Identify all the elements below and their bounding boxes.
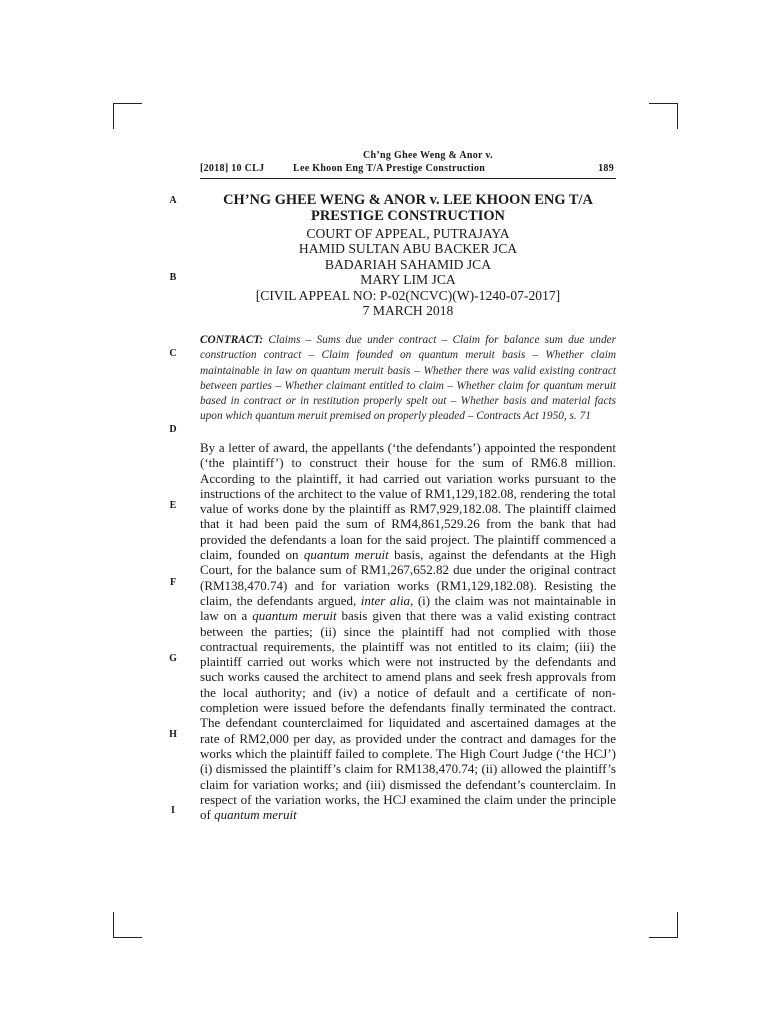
- page-number: 189: [598, 163, 614, 174]
- headnote-text-3: , (i) the claim was not maintainable in law on a: [200, 592, 617, 624]
- crop-mark-top-right-h: [649, 103, 678, 104]
- italic-quantum-meruit-2: quantum meruit: [252, 608, 337, 624]
- margin-letter-e: E: [169, 500, 177, 511]
- judge-2: BADARIAH SAHAMID JCA: [324, 256, 492, 272]
- crop-mark-bottom-left-v: [113, 912, 114, 938]
- margin-letter-c: C: [169, 348, 177, 359]
- margin-letter-h: H: [169, 729, 177, 740]
- crop-mark-bottom-right-v: [677, 912, 678, 938]
- appeal-number: [CIVIL APPEAL NO: P-02(NCVC)(W)-1240-07-2017]: [255, 287, 561, 303]
- citation: [2018] 10 CLJ: [200, 163, 265, 174]
- crop-mark-top-left-h: [113, 103, 142, 104]
- headnote-paragraph: [200, 440, 616, 822]
- margin-letter-g: G: [169, 653, 177, 664]
- catchwords: [200, 333, 616, 425]
- court-block: [200, 226, 616, 318]
- italic-inter-alia: inter alia: [360, 592, 411, 608]
- running-title: Ch’ng Ghee Weng & Anor v.: [363, 150, 493, 161]
- margin-letter-i: I: [171, 805, 175, 816]
- crop-mark-top-right-v: [677, 103, 678, 129]
- judge-1: HAMID SULTAN ABU BACKER JCA: [298, 241, 518, 257]
- margin-letter-a: A: [169, 195, 177, 206]
- header-rule: [200, 178, 616, 179]
- italic-quantum-meruit-3: quantum meruit: [214, 807, 297, 823]
- catchwords-heading: CONTRACT:: [200, 334, 264, 346]
- headnote-text-1: By a letter of award, the appellants (‘the defendants’) appointed the respondent (‘the plaintiff’) to construct their house for the sum of RM6.8 million. According to the plaintiff, it had carried out variation works pursuant to the instructions of the architect to the value of RM1,129,182.08, rendering the total value of works done by the plaintiff as RM7,929,182.08. The plaintiff claimed that it had been paid the sum of RM4,861,529.26 from the bank that had provided the defendants a loan for the said project. The plaintiff commenced a claim, founded on: [200, 440, 616, 563]
- judge-3: MARY LIM JCA: [360, 272, 456, 288]
- margin-letter-d: D: [169, 424, 177, 435]
- court-name: COURT OF APPEAL, PUTRAJAYA: [306, 226, 510, 241]
- running-header-line: [200, 163, 616, 177]
- crop-mark-bottom-left-h: [113, 937, 142, 938]
- headnote-text-2: basis, against the defendants at the High Court, for the balance sum of RM1,267,652.82 due under the original contract (RM138,470.74) and for variation works (RM1,129,182.08). Resisting the claim, the defendants argued,: [200, 547, 617, 608]
- italic-quantum-meruit-1: quantum meruit: [303, 547, 389, 563]
- case-title: CH’NG GHEE WENG & ANOR v. LEE KHOON ENG T/A PRESTIGE CONSTRUCTION: [223, 192, 593, 224]
- running-subtitle: Lee Khoon Eng T/A Prestige Construction: [293, 163, 486, 174]
- headnote-text-4: basis given that there was a valid existing contract between the parties; (ii) since the plaintiff had not complied with those contractual requirements, the plaintiff was not entitled to its claim; (iii) the plaintiff carried out works which were not instructed by the defendants and such works caused the architect to amend plans and seek fresh approvals from the local authority; and (iv) a notice of default and a certificate of non-completion were issued before the defendants finally terminated the contract. The defendant counterclaimed for liquidated and ascertained damages at the rate of RM2,000 per day, as provided under the contract and damages for the works which the plaintiff failed to complete. The High Court Judge (‘the HCJ’) (i) dismissed the plaintiff’s claim for RM138,470.74; (ii) allowed the plaintiff’s claim for variation works; and (iii) dismissed the defendant’s counterclaim. In respect of the variation works, the HCJ examined the claim under the principle of: [200, 608, 616, 823]
- margin-letter-f: F: [169, 577, 177, 588]
- margin-letter-b: B: [169, 272, 177, 283]
- decision-date: 7 MARCH 2018: [362, 303, 454, 319]
- catchwords-text: Claims – Sums due under contract – Claim for balance sum due under construction contract – Claim founded on quantum meruit basis – Whether claim maintainable in law on quantum meruit basis – Whether there was valid existing contract between parties – Whether claimant entitled to claim – Whether claim for quantum meruit based in contract or in restitution properly spelt out – Whether basis and material facts upon which quantum meruit premised on properly pleaded – Contracts Act 1950, s. 71: [200, 334, 616, 423]
- crop-mark-bottom-right-h: [649, 937, 678, 938]
- crop-mark-top-left-v: [113, 103, 114, 129]
- running-header: [200, 150, 616, 179]
